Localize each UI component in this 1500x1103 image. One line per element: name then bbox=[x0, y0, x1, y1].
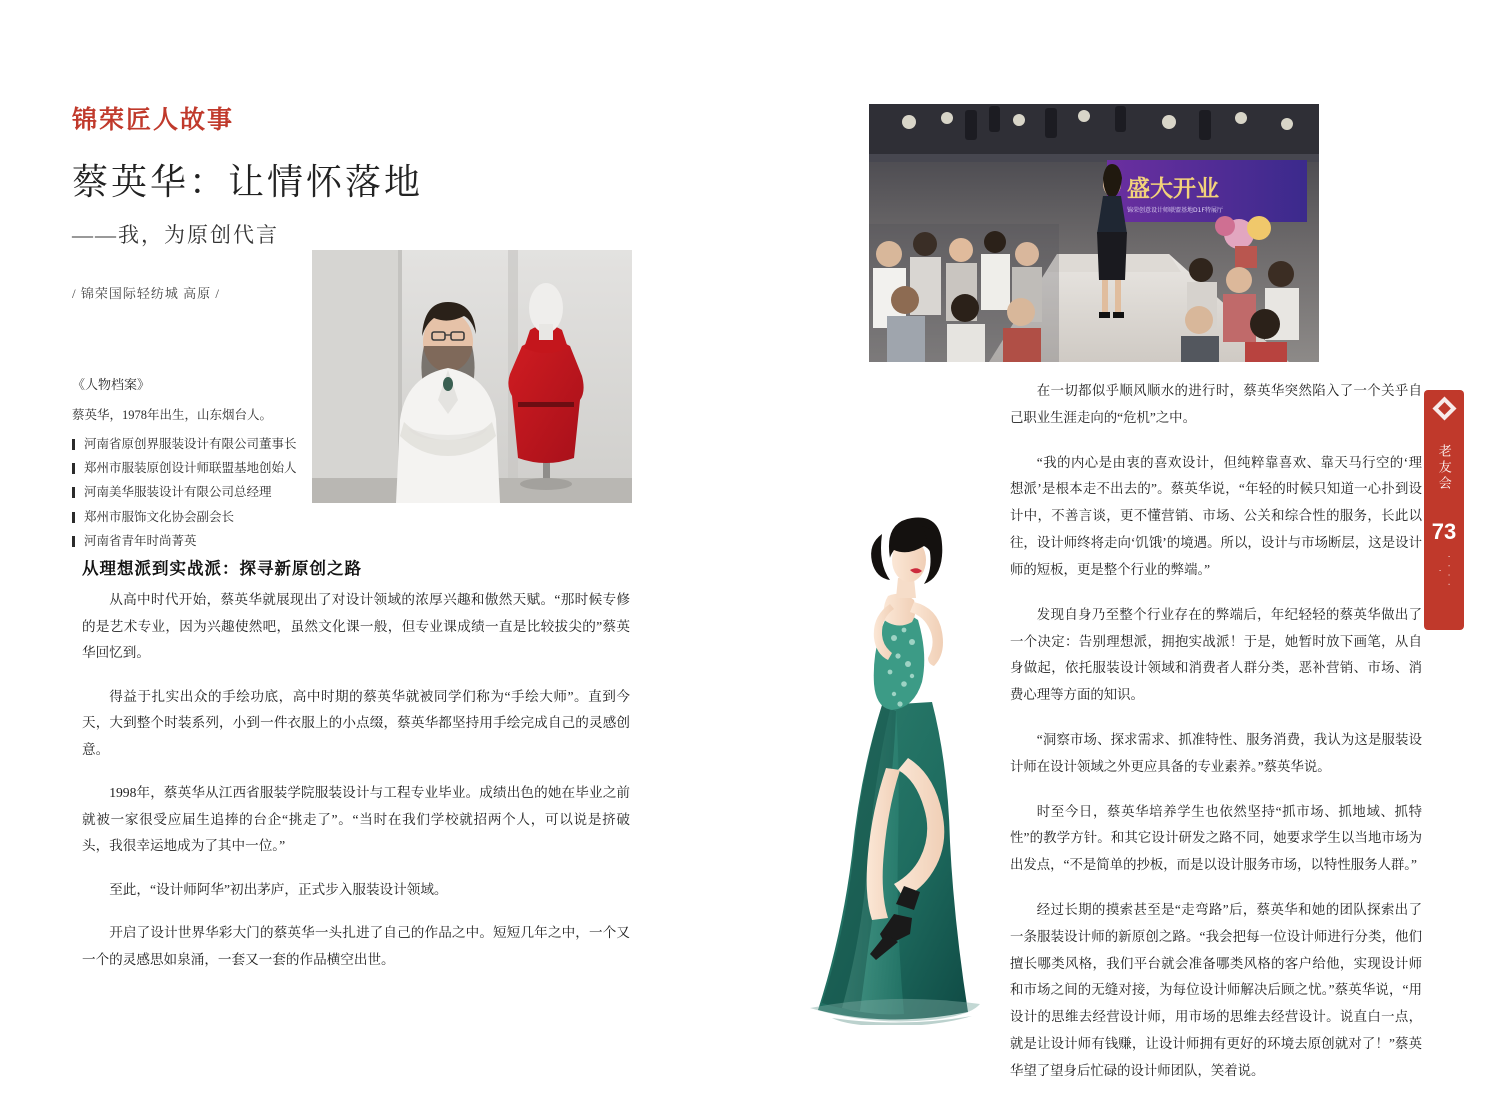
profile-title: 《人物档案》 bbox=[72, 377, 151, 392]
paragraph: 经过长期的摸索甚至是“走弯路”后，蔡英华和她的团队探索出了一条服装设计师的新原创之路。“我会把每一位设计师进行分类，他们擅长哪类风格，我们平台就会准备哪类风格的客户给他，实现设计师和市场之间的无缝对接，为每位设计师解决后顾之忧。”蔡英华说，“用设计的思维去经营设计师，用市场的思维去经营设计。说直白一点，就是让设计师有钱赚，让设计师拥有更好的环境去原创就对了！”蔡英华望了望身后忙碌的设计师团队，笑着说。 bbox=[1010, 902, 1422, 1078]
page-side-tab bbox=[1424, 390, 1464, 630]
right-body-text bbox=[1010, 378, 1422, 1103]
list-item: 郑州市服装原创设计师联盟基地创始人 bbox=[72, 456, 312, 480]
left-body-text bbox=[82, 587, 630, 990]
paragraph: “洞察市场、探求需求、抓准特性、服务消费，我认为这是服装设计师在设计领域之外更应具备的专业素养。”蔡英华说。 bbox=[1010, 731, 1422, 774]
svg-text:盛大开业: 盛大开业 bbox=[1127, 175, 1219, 202]
paragraph: 至此，“设计师阿华”初出茅庐，正式步入服装设计领域。 bbox=[109, 881, 448, 897]
paragraph: 在一切都似乎顺风顺水的进行时，蔡英华突然陷入了一个关乎自己职业生涯走向的“危机”之中。 bbox=[1010, 383, 1422, 425]
page-subtitle: ——我，为原创代言 bbox=[72, 223, 279, 247]
profile-box bbox=[72, 372, 312, 554]
side-tab-label: 老友会 bbox=[1436, 444, 1452, 492]
paragraph: “我的内心是由衷的喜欢设计，但纯粹靠喜欢、靠天马行空的‘理想派’是根本走不出去的”。蔡英华说，“年轻的时候只知道一心扑到设计中，不善言谈，更不懂营销、市场、公关和综合性的服务，长此以往，设计师终将走向‘饥饿’的境遇。所以，设计与市场断层，这是设计师的短板，更是整个行业的弊端。” bbox=[1010, 454, 1422, 577]
runway-fashion-show-photo bbox=[869, 104, 1319, 362]
page-title: 蔡英华：让情怀落地 bbox=[72, 162, 424, 202]
list-item: 郑州市服饰文化协会副会长 bbox=[72, 505, 312, 529]
svg-text:锦荣创意设计师联盟基地D1F特展厅: 锦荣创意设计师联盟基地D1F特展厅 bbox=[1127, 207, 1223, 214]
kicker-label: 锦荣匠人故事 bbox=[72, 105, 235, 134]
paragraph: 得益于扎实出众的手绘功底，高中时期的蔡英华就被同学们称为“手绘大师”。直到今天，大到整个时装系列，小到一件衣服上的小点缀，蔡英华都坚持用手绘完成自己的灵感创意。 bbox=[82, 688, 630, 757]
fashion-sketch-illustration bbox=[790, 500, 1020, 1025]
list-item: 河南省原创界服装设计有限公司董事长 bbox=[72, 432, 312, 456]
side-tab-dots: · · · · · bbox=[1435, 554, 1454, 588]
diamond-icon bbox=[1432, 396, 1456, 420]
designer-portrait-photo bbox=[312, 250, 632, 503]
list-item: 河南省青年时尚菁英 bbox=[72, 529, 312, 553]
paragraph: 从高中时代开始，蔡英华就展现出了对设计领域的浓厚兴趣和傲然天赋。“那时候专修的是艺术专业，因为兴趣使然吧，虽然文化课一般，但专业课成绩一直是比较拔尖的”蔡英华回忆到。 bbox=[82, 592, 630, 660]
page-number: 73 bbox=[1431, 519, 1457, 544]
section-title: 从理想派到实战派：探寻新原创之路 bbox=[82, 559, 362, 578]
left-page-column bbox=[72, 100, 632, 967]
paragraph: 发现自身乃至整个行业存在的弊端后，年纪轻轻的蔡英华做出了一个决定：告别理想派，拥抱实战派！于是，她暂时放下画笔，从自身做起，依托服装设计领域和消费者人群分类，恶补营销、市场、消费心理等方面的知识。 bbox=[1010, 606, 1422, 703]
paragraph: 开启了设计世界华彩大门的蔡英华一头扎进了自己的作品之中。短短几年之中，一个又一个的灵感思如泉涌，一套又一套的作品横空出世。 bbox=[82, 925, 630, 967]
profile-credentials-list bbox=[72, 432, 312, 554]
paragraph: 1998年，蔡英华从江西省服装学院服装设计与工程专业毕业。成绩出色的她在毕业之前就被一家很受应届生追捧的台企“挑走了”。“当时在我们学校就招两个人，可以说是挤破头，我很幸运地成为了其中一位。” bbox=[82, 785, 630, 853]
profile-intro: 蔡英华，1978年出生，山东烟台人。 bbox=[72, 408, 273, 423]
paragraph: 时至今日，蔡英华培养学生也依然坚持“抓市场、抓地域、抓特性”的教学方针。和其它设计研发之路不同，她要求学生以当地市场为出发点，“不是简单的抄板，而是以设计服务市场，以特性服务人群。” bbox=[1010, 803, 1422, 873]
list-item: 河南美华服装设计有限公司总经理 bbox=[72, 480, 312, 504]
byline: / 锦荣国际轻纺城 高原 / bbox=[72, 286, 220, 301]
